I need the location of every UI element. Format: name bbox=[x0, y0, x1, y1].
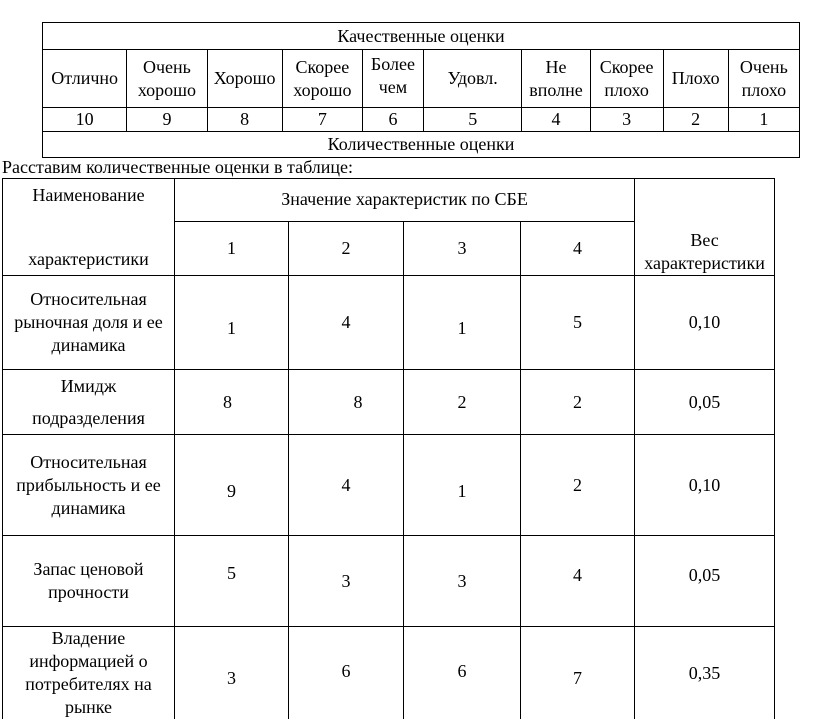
characteristic-name: Владение информацией о потребителях на рынке bbox=[3, 627, 175, 720]
sbe-value: 5 bbox=[521, 276, 635, 370]
sbe-value: 6 bbox=[404, 627, 521, 720]
intro-text: Расставим количественные оценки в таблице: bbox=[2, 157, 354, 177]
scale-label: Отлично bbox=[43, 50, 127, 108]
scale-label: Более чем bbox=[362, 50, 423, 108]
characteristic-name: Имидж подразделения bbox=[3, 370, 175, 435]
scale-title: Качественные оценки bbox=[43, 23, 800, 50]
table-row bbox=[3, 276, 775, 370]
sbe-value: 5 bbox=[175, 536, 289, 627]
sbe-value: 4 bbox=[289, 435, 404, 536]
table-row bbox=[3, 536, 775, 627]
sbe-value: 7 bbox=[521, 627, 635, 720]
sbe-header: 3 bbox=[404, 221, 521, 275]
sbe-value: 3 bbox=[404, 536, 521, 627]
scale-value: 9 bbox=[127, 108, 207, 132]
sbe-value: 4 bbox=[521, 536, 635, 627]
weight-value: 0,05 bbox=[635, 370, 775, 435]
sbe-header: 4 bbox=[521, 221, 635, 275]
weight-header: Вес характеристики bbox=[635, 179, 775, 276]
scale-label: Скорее плохо bbox=[590, 50, 663, 108]
sbe-value: 1 bbox=[404, 435, 521, 536]
sbe-header: 2 bbox=[289, 221, 404, 275]
table-row bbox=[3, 370, 775, 435]
sbe-value: 9 bbox=[175, 435, 289, 536]
scale-label: Удовл. bbox=[423, 50, 522, 108]
sbe-value: 6 bbox=[289, 627, 404, 720]
weight-value: 0,35 bbox=[635, 627, 775, 720]
sbe-value: 1 bbox=[175, 276, 289, 370]
group-header: Значение характеристик по СБЕ bbox=[175, 179, 635, 222]
scale-label: Очень плохо bbox=[728, 50, 799, 108]
scale-value: 1 bbox=[728, 108, 799, 132]
rating-scale-table bbox=[42, 22, 800, 158]
sbe-header: 1 bbox=[175, 221, 289, 275]
scale-value: 5 bbox=[423, 108, 522, 132]
sbe-value: 1 bbox=[404, 276, 521, 370]
scale-label: Не вполне bbox=[522, 50, 590, 108]
scale-value: 8 bbox=[207, 108, 282, 132]
scale-value: 3 bbox=[590, 108, 663, 132]
scale-value: 10 bbox=[43, 108, 127, 132]
scale-label: Плохо bbox=[663, 50, 728, 108]
name-header: Наименование характеристики bbox=[3, 179, 175, 276]
sbe-value: 3 bbox=[175, 627, 289, 720]
table-row bbox=[3, 627, 775, 720]
weight-value: 0,05 bbox=[635, 536, 775, 627]
sbe-value: 8 bbox=[175, 370, 289, 435]
characteristic-name: Относительная прибыльность и ее динамика bbox=[3, 435, 175, 536]
scale-label: Скорее хорошо bbox=[282, 50, 362, 108]
scale-value: 2 bbox=[663, 108, 728, 132]
weight-value: 0,10 bbox=[635, 276, 775, 370]
scale-value: 6 bbox=[362, 108, 423, 132]
characteristic-name: Относительная рыночная доля и ее динамика bbox=[3, 276, 175, 370]
sbe-value: 2 bbox=[404, 370, 521, 435]
scale-footer: Количественные оценки bbox=[43, 132, 800, 158]
sbe-value: 2 bbox=[521, 435, 635, 536]
weight-value: 0,10 bbox=[635, 435, 775, 536]
table-row bbox=[3, 435, 775, 536]
scale-value: 4 bbox=[522, 108, 590, 132]
sbe-value: 2 bbox=[521, 370, 635, 435]
sbe-value: 4 bbox=[289, 276, 404, 370]
characteristic-name: Запас ценовой прочности bbox=[3, 536, 175, 627]
scale-value: 7 bbox=[282, 108, 362, 132]
scale-label: Хорошо bbox=[207, 50, 282, 108]
sbe-value: 8 bbox=[289, 370, 404, 435]
sbe-value: 3 bbox=[289, 536, 404, 627]
characteristics-table bbox=[2, 178, 775, 719]
scale-label: Очень хорошо bbox=[127, 50, 207, 108]
